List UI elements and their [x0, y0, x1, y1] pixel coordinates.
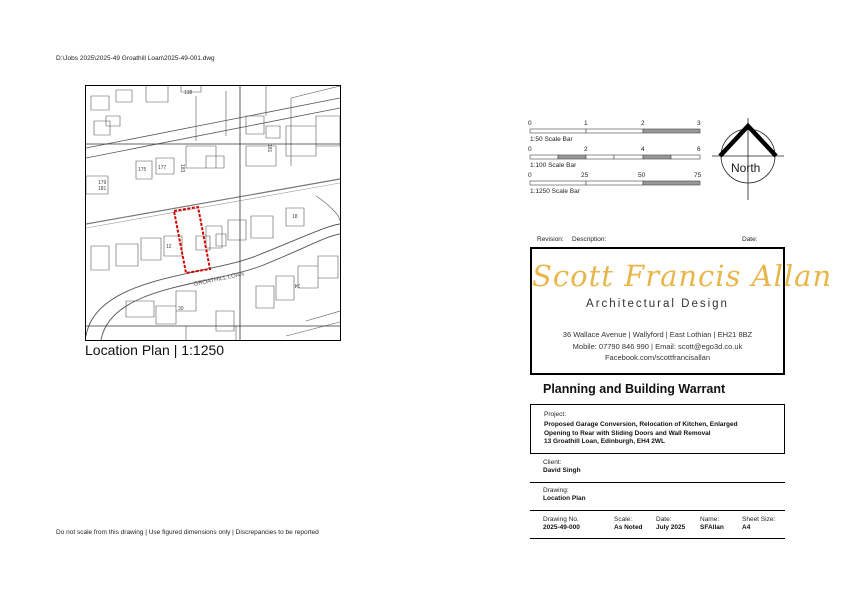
scale-bar-label: 1:50 Scale Bar — [530, 136, 573, 143]
info-value: SFAllan — [700, 524, 724, 531]
practice-address: 36 Wallace Avenue | Wallyford | East Lothian | EH21 8BZ — [562, 330, 753, 339]
practice-subtitle: Architectural Design — [586, 298, 729, 310]
scale-bar-1-100 — [526, 143, 706, 163]
divider — [530, 538, 785, 539]
scale-tick: 2 — [641, 120, 645, 127]
info-label: Sheet Size: — [742, 516, 776, 523]
scale-tick: 2 — [584, 146, 588, 153]
map-drawing — [86, 86, 340, 340]
plot-number: 30 — [178, 306, 184, 312]
scale-info — [614, 516, 643, 533]
drawing-title: Planning and Building Warrant — [543, 382, 726, 396]
project-details — [544, 421, 779, 447]
plot-number: 12 — [166, 244, 172, 250]
info-value: July 2025 — [656, 524, 686, 531]
map-caption: Location Plan | 1:1250 — [85, 342, 225, 358]
description-label: Description: — [572, 236, 607, 243]
scale-tick: 0 — [528, 120, 532, 127]
scale-tick: 25 — [581, 172, 589, 179]
practice-logo-script: Scott Francis Allan — [532, 259, 833, 293]
plot-number: 177 — [158, 165, 167, 171]
revision-label: Revision: — [537, 236, 564, 243]
practice-facebook: Facebook.com/scottfrancisallan — [604, 353, 711, 362]
drawing-label: Drawing: — [543, 487, 569, 494]
plot-number: 183 — [179, 164, 185, 173]
project-address: 13 Groathill Loan, Edinburgh, EH4 2WL — [544, 438, 665, 445]
scale-tick: 0 — [528, 146, 532, 153]
info-value: 2025-49-000 — [543, 524, 580, 531]
file-path: D:\Jobs 2025\2025-49 Groathill Loan\2025-49-001.dwg — [56, 55, 215, 62]
scale-tick: 3 — [697, 120, 701, 127]
north-arrow-icon — [712, 118, 784, 202]
scale-tick: 50 — [638, 172, 646, 179]
scale-tick: 0 — [528, 172, 532, 179]
scale-bar-label: 1:100 Scale Bar — [530, 162, 577, 169]
plot-number: 181 — [98, 186, 107, 192]
scale-tick: 6 — [697, 146, 701, 153]
sheet-size-info — [742, 516, 775, 533]
client-label: Client: — [543, 459, 562, 466]
divider — [530, 482, 785, 483]
north-label: North — [731, 161, 761, 175]
drawing-value: Location Plan — [543, 495, 586, 502]
scale-tick: 4 — [641, 146, 645, 153]
info-label: Name: — [700, 516, 720, 523]
info-label: Scale: — [614, 516, 633, 523]
project-box — [530, 404, 785, 454]
drawing-number — [543, 516, 580, 533]
client-value: David Singh — [543, 467, 581, 474]
info-label: Drawing No. — [543, 516, 579, 523]
plot-number: 181 — [266, 144, 272, 153]
disclaimer: Do not scale from this drawing | Use figured dimensions only | Discrepancies to be reported — [56, 529, 319, 536]
project-label: Project: — [544, 411, 567, 418]
info-label: Date: — [656, 516, 672, 523]
project-line: Opening to Rear with Sliding Doors and Wall Removal — [544, 429, 711, 437]
name-info — [700, 516, 724, 533]
plot-number: 138 — [184, 90, 193, 96]
practice-phone-email: Mobile: 07790 846 990 | Email: scott@ego3d.co.uk — [572, 342, 743, 351]
scale-tick: 1 — [584, 120, 588, 127]
location-map — [85, 85, 341, 341]
divider — [530, 510, 785, 511]
date-label: Date: — [742, 236, 758, 243]
plot-number: 175 — [138, 167, 147, 173]
scale-bar-1-1250 — [526, 169, 706, 189]
street-name: GROATHILL LOAN — [193, 271, 245, 288]
info-value: A4 — [742, 524, 751, 531]
scale-bar-label: 1:1250 Scale Bar — [530, 188, 580, 195]
project-line: Proposed Garage Conversion, Relocation of Kitchen, Enlarged — [544, 421, 738, 428]
plot-number: 18 — [292, 214, 298, 220]
scale-tick: 75 — [694, 172, 702, 179]
plot-number: 179 — [98, 180, 107, 186]
scale-bar-1-50 — [526, 117, 706, 137]
practice-logo-box — [530, 247, 833, 375]
plot-number: 24 — [294, 282, 300, 288]
date-info — [656, 516, 685, 533]
info-value: As Noted — [614, 524, 643, 531]
